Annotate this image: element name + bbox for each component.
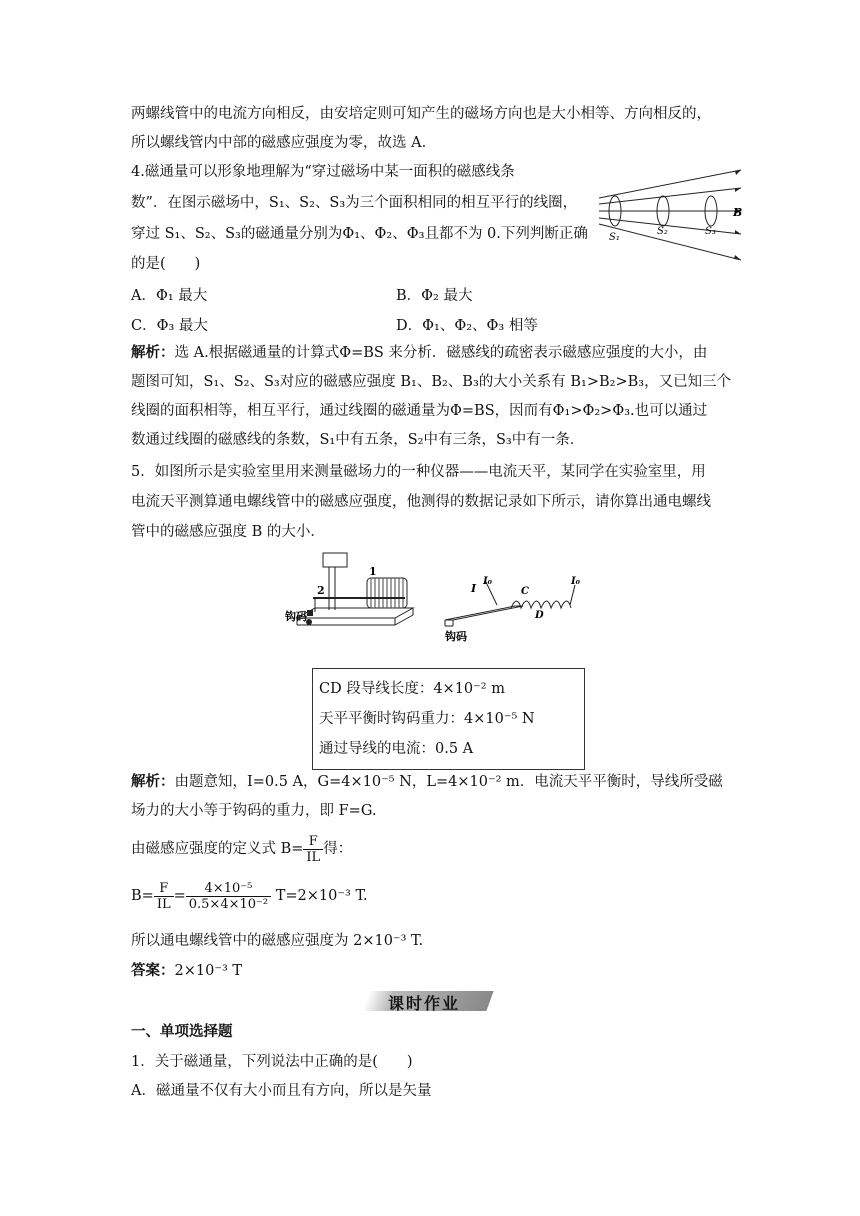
q5-analysis-line-2: 场力的大小等于钩码的重力，即 F=G. <box>131 803 377 819</box>
calc-numerator: 4×10⁻⁵ <box>186 881 271 897</box>
q5-analysis-conclusion: 所以通电螺线管中的磁感应强度为 2×10⁻³ T. <box>131 933 424 949</box>
calc-result: T=2×10⁻³ T. <box>271 888 368 904</box>
data-row-length: CD 段导线长度：4×10⁻² m <box>319 681 505 697</box>
q4-line-3: 穿过 S₁、S₂、S₃的磁通量分别为Φ₁、Φ₂、Φ₃且都不为 0.下列判断正确 <box>131 226 588 242</box>
label-c: C <box>521 586 529 597</box>
q4-line-2: 数”．在图示磁场中，S₁、S₂、S₃为三个面积相同的相互平行的线圈， <box>131 195 578 211</box>
calc-fraction-values <box>186 881 271 912</box>
weight-label-right: 钩码 <box>445 630 467 643</box>
q4-analysis-line-1 <box>131 343 707 363</box>
label-b: B <box>733 206 743 219</box>
label-i0-right: I₀ <box>571 576 581 587</box>
calc-fraction-f-il <box>154 881 174 912</box>
data-row-current: 通过导线的电流：0.5 A <box>319 741 474 757</box>
measurement-data-box <box>312 668 585 770</box>
homework-q1-option-a: A．磁通量不仅有大小而且有方向，所以是矢量 <box>131 1083 432 1099</box>
analysis-label: 解析： <box>131 345 175 361</box>
fraction-numerator: F <box>303 834 323 850</box>
label-1: 1 <box>369 565 377 578</box>
label-s3: S₃ <box>705 226 716 237</box>
q4-analysis-line-4: 数通过线圈的磁感线的条数，S₁中有五条，S₂中有三条，S₃中有一条． <box>131 432 585 448</box>
q4-analysis-text-1: 选 A.根据磁通量的计算式Φ=BS 来分析．磁感线的疏密表示磁感应强度的大小，由 <box>174 345 708 361</box>
answer-label: 答案： <box>131 963 175 979</box>
calc-prefix: B= <box>131 888 154 904</box>
homework-q1: 1．关于磁通量，下列说法中正确的是( ) <box>131 1054 413 1070</box>
q5-line-3: 管中的磁感应强度 B 的大小． <box>131 524 325 540</box>
option-a: A．Φ₁ 最大 <box>131 288 208 304</box>
intro-line-2: 所以螺线管内中部的磁感应强度为零，故选 A. <box>131 135 427 151</box>
section-heading: 一、单项选择题 <box>131 1024 233 1040</box>
label-s1: S₁ <box>609 232 620 243</box>
analysis-label: 解析： <box>131 774 175 790</box>
homework-banner <box>366 989 490 1013</box>
option-d: D．Φ₁、Φ₂、Φ₃ 相等 <box>396 318 538 334</box>
label-i: I <box>471 582 477 595</box>
q5-analysis-text-1: 由题意知，I=0.5 A，G=4×10⁻⁵ N，L=4×10⁻² m．电流天平平衡时，导线所受磁 <box>174 774 723 790</box>
q4-line-1: 4.磁通量可以形象地理解为“穿过磁场中某一面积的磁感线条 <box>131 164 515 180</box>
q4-analysis-line-2: 题图可知，S₁、S₂、S₃对应的磁感应强度 B₁、B₂、B₃的大小关系有 B₁>B₂>B₃，又已知三个 <box>131 374 732 390</box>
calc-f-denominator: IL <box>156 896 171 912</box>
fraction-denominator: IL <box>306 849 321 865</box>
option-b: B．Φ₂ 最大 <box>396 288 473 304</box>
answer-value: 2×10⁻³ T <box>174 963 243 979</box>
weight-label-left: 钩码 <box>285 610 307 623</box>
q5-answer-line <box>131 961 242 981</box>
formula-suffix: 得： <box>323 841 353 857</box>
fraction-f-over-il <box>303 834 323 865</box>
data-row-weight: 天平平衡时钩码重力：4×10⁻⁵ N <box>319 711 535 727</box>
calc-denominator: 0.5×4×10⁻² <box>188 896 269 912</box>
q5-calculation-line <box>131 876 368 916</box>
q5-line-2: 电流天平测算通电螺线管中的磁感应强度，他测得的数据记录如下所示，请你算出通电螺线 <box>131 494 711 510</box>
magnetic-field-figure <box>595 168 755 268</box>
calc-f-numerator: F <box>154 881 174 897</box>
label-s2: S₂ <box>657 226 668 237</box>
formula-prefix: 由磁感应强度的定义式 B= <box>131 841 304 857</box>
option-c: C．Φ₃ 最大 <box>131 318 208 334</box>
q5-analysis-line-1 <box>131 772 723 792</box>
label-2: 2 <box>317 584 325 597</box>
banner-title: 课时作业 <box>388 994 461 1013</box>
intro-line-1: 两螺线管中的电流方向相反，由安培定则可知产生的磁场方向也是大小相等、方向相反的， <box>131 106 711 122</box>
q4-analysis-line-3: 线圈的面积相等，相互平行，通过线圈的磁通量为Φ=BS，因而有Φ₁>Φ₂>Φ₃.也可以通过 <box>131 403 708 419</box>
q5-line-1: 5．如图所示是实验室里用来测量磁场力的一种仪器——电流天平，某同学在实验室里，用 <box>131 464 706 480</box>
q4-line-4: 的是( ) <box>131 256 201 272</box>
label-i0-left: I₀ <box>483 576 493 587</box>
label-d: D <box>535 610 544 621</box>
calc-equals: = <box>173 888 186 904</box>
current-balance-figure <box>285 550 585 645</box>
q5-formula-line <box>131 832 352 866</box>
